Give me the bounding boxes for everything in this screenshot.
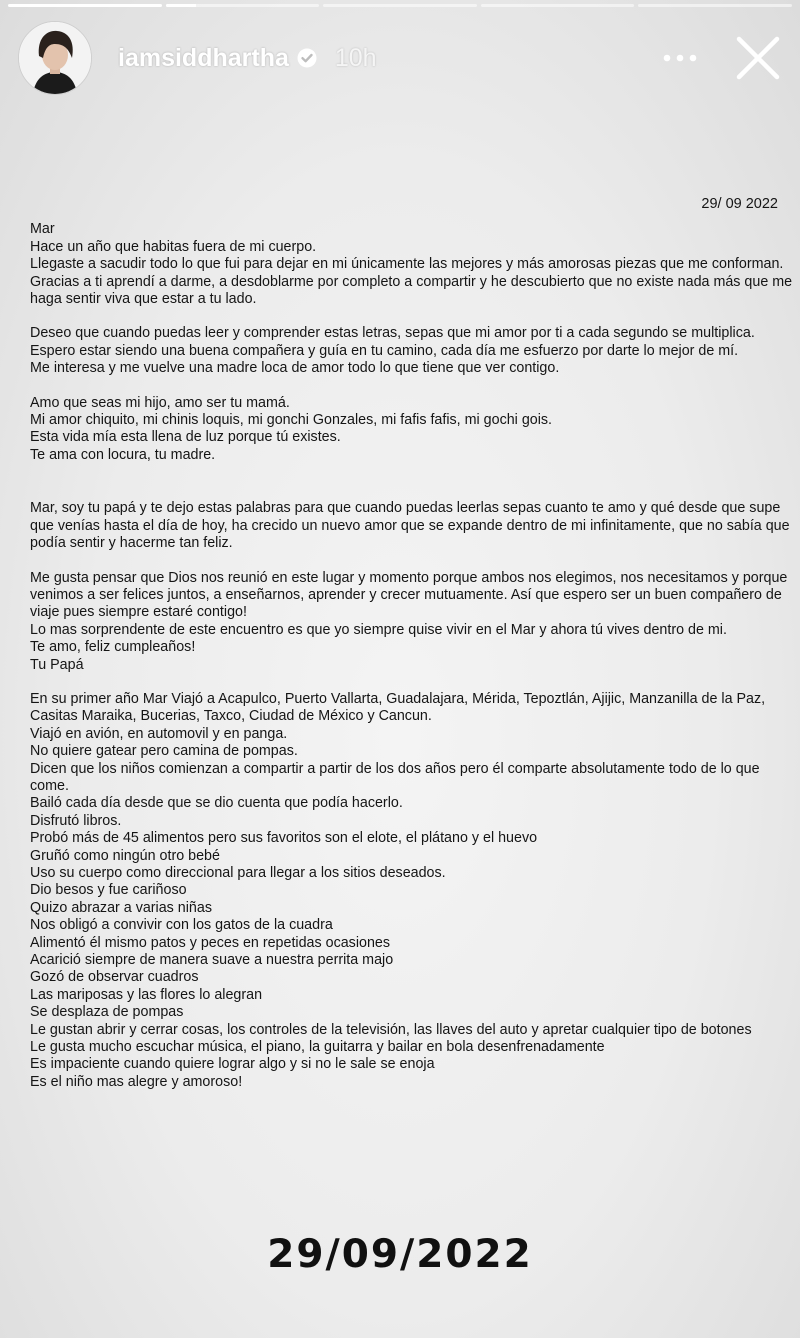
progress-segment — [323, 4, 477, 7]
letter-line: Nos obligó a convivir con los gatos de la cuadra — [30, 917, 333, 934]
letter-line: Lo mas sorprendente de este encuentro es que yo siempre quise vivir en el Mar y ahora tú vives dentro de mi. — [30, 621, 727, 638]
close-button[interactable] — [734, 34, 782, 82]
progress-fill — [8, 4, 162, 7]
story-username[interactable]: iamsiddhartha — [118, 43, 289, 72]
dad-paragraph-1 — [30, 500, 800, 552]
letter-line: Te ama con locura, tu madre. — [30, 446, 216, 463]
letter-line: Amo que seas mi hijo, amo ser tu mamá. — [30, 394, 290, 411]
letter-line: Bailó cada día desde que se dio cuenta que podía hacerlo. — [30, 795, 403, 812]
mom-paragraph-2 — [30, 325, 800, 377]
story-timestamp: 10h — [334, 43, 377, 72]
letter-line: Es el niño mas alegre y amoroso! — [30, 1073, 243, 1090]
mom-paragraph-3 — [30, 395, 800, 465]
letter-line: Probó más de 45 alimentos pero sus favoritos son el elote, el plátano y el huevo — [30, 830, 538, 847]
letter-line: Le gustan abrir y cerrar cosas, los controles de la televisión, las llaves del auto y apretar cualquier tipo de botones — [30, 1021, 752, 1038]
verified-badge-icon — [297, 48, 317, 68]
mom-paragraph-1 — [30, 221, 800, 308]
letter-line: Me interesa y me vuelve una madre loca de amor todo lo que tiene que ver contigo. — [30, 360, 560, 377]
progress-segment — [8, 4, 162, 7]
letter-line: Uso su cuerpo como direccional para llegar a los sitios deseados. — [30, 865, 446, 881]
letter-line: Mar — [30, 221, 55, 238]
letter-line: Se desplaza de pompas — [30, 1004, 184, 1021]
letter-line: Deseo que cuando puedas leer y comprender estas letras, sepas que mi amor por ti a cada segundo se multiplica. — [30, 325, 755, 342]
letter-line: Viajó en avión, en automovil y en panga. — [30, 725, 288, 742]
letter-line: Le gusta mucho escuchar música, el piano, la guitarra y bailar en bola desenfrenadamente — [30, 1039, 605, 1056]
progress-fill — [166, 4, 197, 7]
story-header — [18, 22, 782, 94]
letter-line: Las mariposas y las flores lo alegran — [30, 986, 263, 1003]
letter-line: Mar, soy tu papá y te dejo estas palabras para que cuando puedas leerlas sepas cuanto te amo y qué desde que supe que venías hasta el día de hoy, ha crecido un nuevo amor que se expande dentro de mi infinitamente, que no sabía que podía sentir y hacerme tan feliz. — [30, 500, 790, 552]
profile-photo-icon — [19, 22, 91, 94]
letter-line: Llegaste a sacudir todo lo que fui para dejar en mi únicamente las mejores y más amorosas piezas que me conforman. Gracias a ti aprendí a darme, a desdoblarme por completo a compartir y he descubierto que no existe nada más que me haga sentir viva que estar a tu lado. — [30, 256, 793, 308]
letter-line: Gruñó como ningún otro bebé — [30, 847, 220, 864]
avatar[interactable] — [18, 21, 92, 95]
letter-line: Te amo, feliz cumpleaños! — [30, 639, 196, 656]
letter-line: Espero estar siendo una buena compañera y guía en tu camino, cada día me esfuerzo por darte lo mejor de mí. — [30, 342, 739, 359]
letter-line: Alimentó él mismo patos y peces en repetidas ocasiones — [30, 934, 390, 951]
letter-line: Dio besos y fue cariñoso — [30, 882, 187, 899]
more-options-button[interactable] — [658, 38, 702, 78]
progress-segment — [638, 4, 792, 7]
progress-segment — [166, 4, 320, 7]
close-icon — [734, 34, 782, 82]
letter-line: Tu Papá — [30, 656, 84, 673]
letter-document — [30, 196, 800, 1091]
letter-line: Es impaciente cuando quiere lograr algo y si no le sale se enoja — [30, 1056, 435, 1073]
milestones-list — [30, 691, 800, 1091]
letter-date: 29/ 09 2022 — [701, 196, 778, 212]
letter-line: Dicen que los niños comienzan a compartir a partir de los dos años pero él comparte absolutamente todo de lo que come. — [30, 760, 760, 794]
letter-line: Esta vida mía esta llena de luz porque tú existes. — [30, 429, 341, 446]
letter-line: Gozó de observar cuadros — [30, 969, 199, 986]
story-progress-bar — [8, 4, 792, 8]
letter-line: Disfrutó libros. — [30, 812, 122, 829]
letter-line: No quiere gatear pero camina de pompas. — [30, 743, 298, 760]
progress-segment — [481, 4, 635, 7]
letter-line: Hace un año que habitas fuera de mi cuerpo. — [30, 238, 317, 255]
story-date-sticker: 29/09/2022 — [267, 1232, 533, 1277]
dad-paragraph-2 — [30, 570, 800, 674]
letter-line: Acarició siempre de manera suave a nuestra perrita majo — [30, 952, 394, 969]
more-horizontal-icon — [662, 53, 698, 63]
letter-line: Me gusta pensar que Dios nos reunió en este lugar y momento porque ambos nos elegimos, nos necesitamos y porque venimos a ser felices juntos, a enseñarnos, aprender y crecer mutuamente. Así que espero ser un buen compañero de viaje pues siempre estaré contigo! — [30, 569, 788, 621]
letter-line: En su primer año Mar Viajó a Acapulco, Puerto Vallarta, Guadalajara, Mérida, Tepoztlán, Ajijic, Manzanilla de la Paz, Casitas Maraika, Bucerias, Taxco, Ciudad de México y Cancun. — [30, 690, 766, 725]
letter-line: Mi amor chiquito, mi chinis loquis, mi gonchi Gonzales, mi fafis fafis, mi gochi gois. — [30, 412, 553, 429]
letter-line: Quizo abrazar a varias niñas — [30, 899, 212, 916]
